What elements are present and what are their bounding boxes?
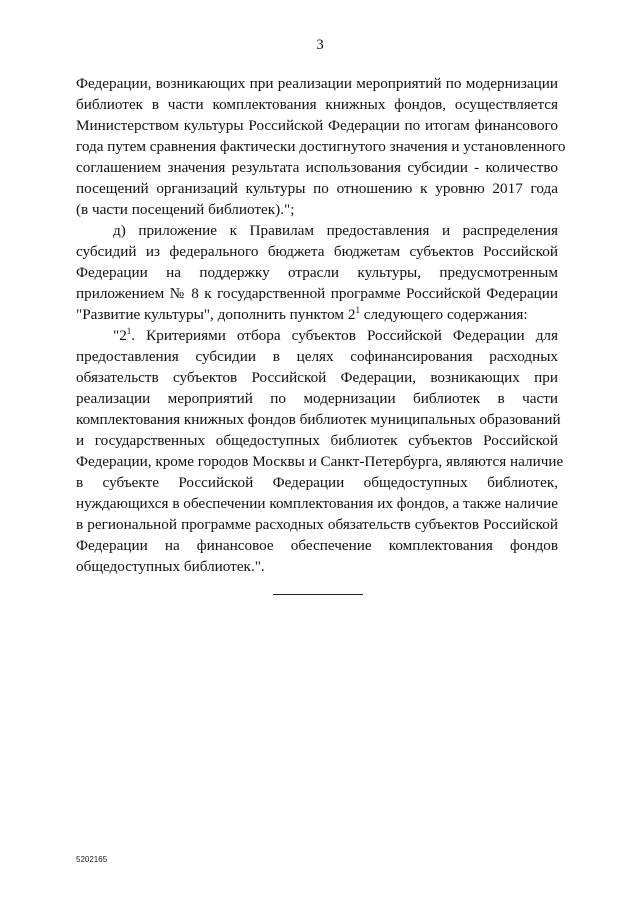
paragraph-3-criteria [76, 325, 564, 577]
text-line: д) приложение к Правилам предоставления и распределения [113, 222, 558, 239]
text-line: комплектования книжных фондов библиотек муниципальных образований [76, 411, 561, 428]
superscript-index: 1 [126, 325, 132, 336]
text-line: и государственных общедоступных библиотек субъектов Российской [76, 432, 558, 449]
document-body [76, 73, 566, 577]
text-line: (в части посещений библиотек)."; [76, 201, 295, 218]
superscript-index: 1 [355, 304, 360, 315]
text-line: года путем сравнения фактически достигнутого значения и установленного [76, 138, 566, 155]
text-line: нуждающихся в обеспечении комплектования их фондов, а также наличие [76, 495, 558, 512]
text-line: посещений организаций культуры по отношению к уровню 2017 года [76, 180, 558, 197]
paragraph-1 [76, 73, 566, 220]
text-line: приложением № 8 к государственной программе Российской Федерации [76, 285, 558, 302]
text-line: Федерации, возникающих при реализации мероприятий по модернизации [76, 75, 558, 92]
text-line: общедоступных библиотек.". [76, 558, 265, 575]
page-number: 3 [316, 37, 324, 53]
paragraph-2-item-d [76, 220, 558, 325]
text-line: соглашением значения результата использования субсидии - количество [76, 159, 558, 176]
text-line: субсидий из федерального бюджета бюджетам субъектов Российской [76, 243, 558, 260]
text-fragment: . Критериями отбора субъектов Российской Федерации для [131, 327, 558, 344]
text-fragment: "2 [113, 327, 127, 344]
text-line: обязательств субъектов Российской Федерации, возникающих при [76, 369, 558, 386]
text-line: Федерации, кроме городов Москвы и Санкт-Петербурга, являются наличие [76, 453, 564, 470]
text-line: Министерством культуры Российской Федерации по итогам финансового [76, 117, 558, 134]
text-line: в региональной программе расходных обязательств субъектов Российской [76, 516, 558, 533]
text-line: реализации мероприятий по модернизации библиотек в части [76, 390, 558, 407]
document-code: 5202165 [76, 855, 108, 864]
text-line: Федерации на финансовое обеспечение комплектования фондов [76, 537, 558, 554]
text-line: Федерации на поддержку отрасли культуры, предусмотренным [76, 264, 558, 281]
text-fragment: следующего содержания: [359, 306, 528, 323]
text-line [76, 304, 558, 325]
text-fragment: "Развитие культуры", дополнить пунктом 2 [76, 306, 356, 323]
text-line: библиотек в части комплектования книжных фондов, осуществляется [76, 96, 558, 113]
text-line: предоставления субсидии в целях софинансирования расходных [76, 348, 558, 365]
end-divider-line [273, 594, 363, 595]
text-line [76, 325, 558, 346]
text-line: в субъекте Российской Федерации общедоступных библиотек, [76, 474, 558, 491]
